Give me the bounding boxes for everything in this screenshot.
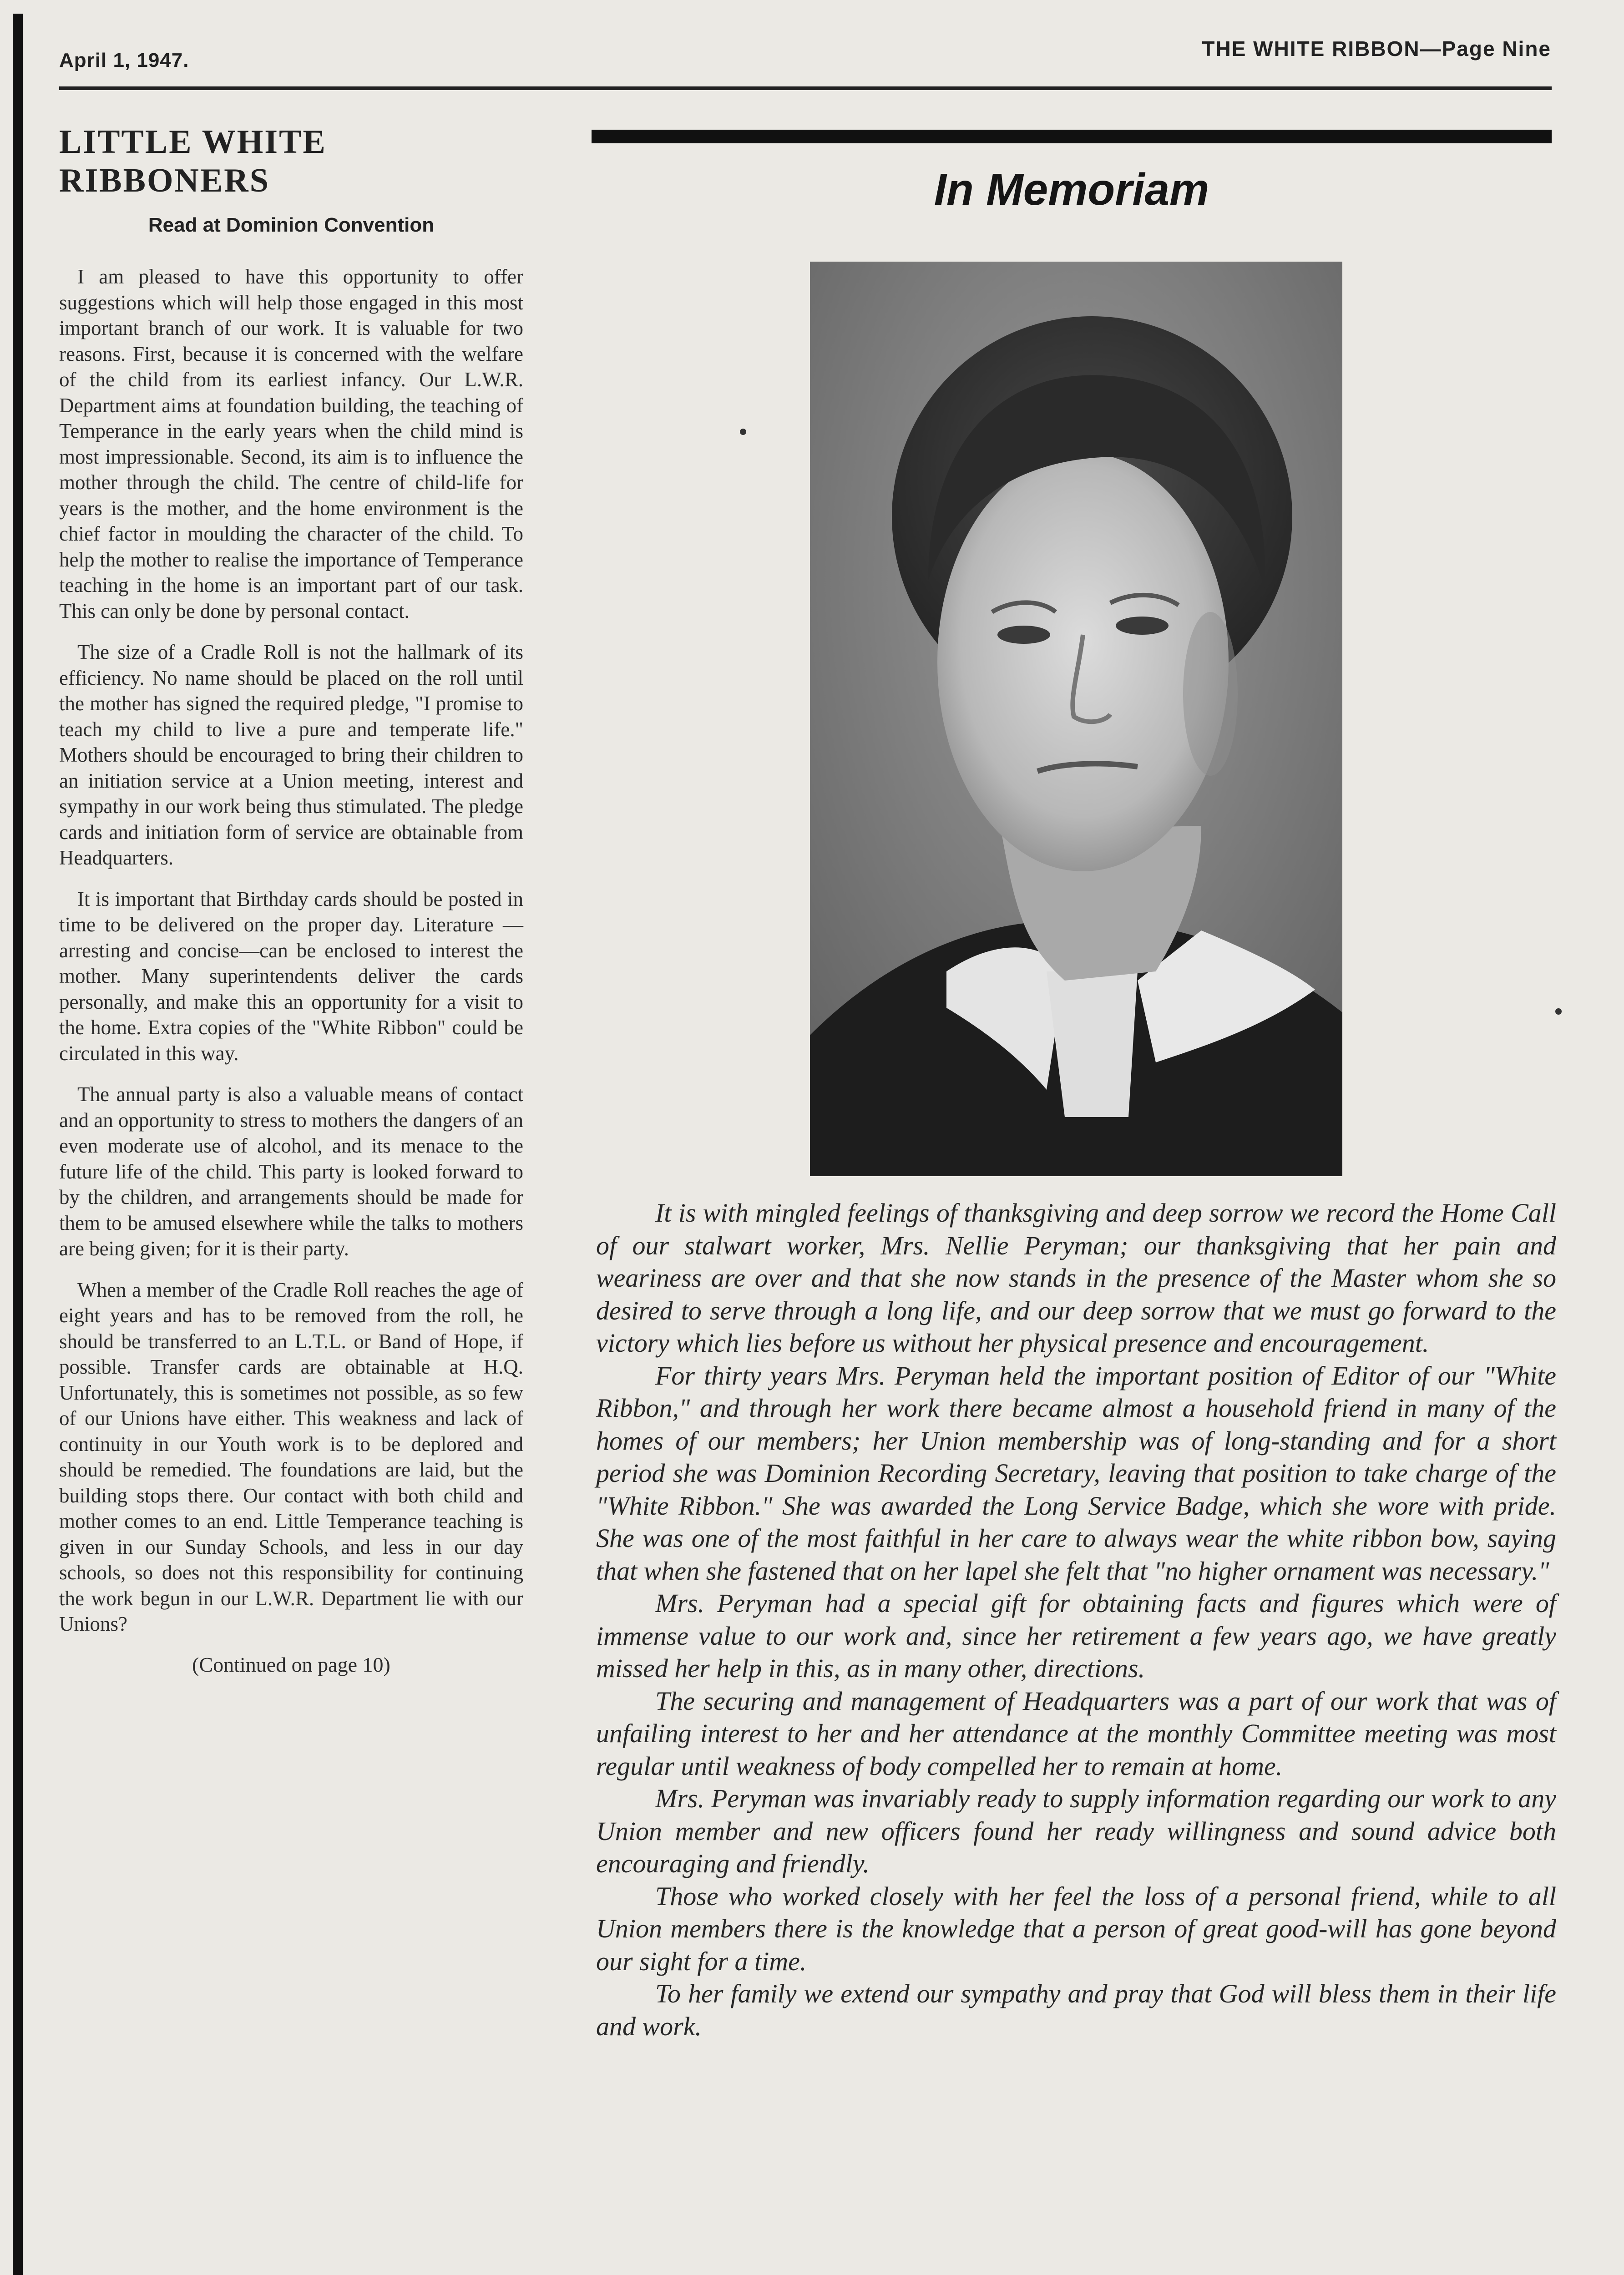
print-speck [1555,1008,1562,1015]
memoriam-paragraph: Mrs. Peryman had a special gift for obtaining facts and figures which were of immense value to our work and, since her retirement a few years ago, we have greatly missed her help in this, as in many other, directions. [596,1588,1556,1683]
article-paragraph: It is important that Birthday cards should be posted in time to be delivered on the proper day. Literature —arresting and concise—can be enclosed to interest the mother. Many superintendents deliver the cards personally, and make this an opportunity for a visit to the home. Extra copies of the "White Ribbon" could be circulated in this way. [59,887,523,1065]
memoriam-title: In Memoriam [934,164,1209,214]
portrait-illustration [810,262,1342,1176]
binding-edge [13,14,23,2275]
article-subtitle: Read at Dominion Convention [148,214,435,236]
memoriam-paragraph: For thirty years Mrs. Peryman held the important position of Editor of our "White Ribbon," and through her work there became almost a household friend in many of the homes of our members; her Union membership was of long-standing and for a short period she was Dominion Recording Secretary, leaving that position to take charge of the "White Ribbon." She was awarded the Long Service Badge, which she wore with pride. She was one of the most faithful in her care to always wear the white ribbon bow, saying that when she fastened that on her lapel she felt that "no higher ornament was necessary." [596,1360,1556,1586]
memoriam-paragraph: The securing and management of Headquarters was a part of our work that was of unfailing interest to her and her attendance at the monthly Committee meeting was most regular until weakness of body compelled her to remain at home. [596,1686,1556,1781]
article-paragraph: I am pleased to have this opportunity to offer suggestions which will help those engaged in this most important branch of our work. It is valuable for two reasons. First, because it is concerned with the welfare of the child from its earliest infancy. Our L.W.R. Department aims at foundation building, the teaching of Temperance in the early years when the child mind is most impressionable. Second, its aim is to influence the mother through the child. The centre of child-life for years is the mother, and the home environment is the chief factor in moulding the character of the child. To help the mother to realise the importance of Temperance teaching in the home is an important part of our task. This can only be done by personal contact. [59,265,523,622]
memoriam-paragraph: Those who worked closely with her feel the loss of a personal friend, while to all Union members there is the knowledge that a person of great good-will has gone beyond our sight for a time. [596,1881,1556,1976]
continued-note: (Continued on page 10) [192,1653,390,1676]
little-white-ribboners-article [59,123,523,1677]
memoriam-text [596,1197,1556,2042]
memoriam-paragraph: It is with mingled feelings of thanksgiving and deep sorrow we record the Home Call of our stalwart worker, Mrs. Nellie Peryman; our thanksgiving that her pain and weariness are over and that she now stands in the presence of the Master whom she so desired to serve through a long life, and our deep sorrow that we must go forward to the victory which lies before us without her physical presence and encouragement. [596,1198,1556,1358]
article-paragraph: The annual party is also a valuable means of contact and an opportunity to stress to mothers the dangers of an even moderate use of alcohol, and its menace to the future life of the child. This party is looked forward to by the children, and arrangements should be made for them to be amused elsewhere while the talks to mothers are being given; for it is their party. [59,1083,523,1260]
publication-page-label: THE WHITE RIBBON—Page Nine [1202,37,1551,61]
article-paragraph: When a member of the Cradle Roll reaches the age of eight years and has to be removed from the roll, he should be transferred to an L.T.L. or Band of Hope, if possible. Transfer cards are obtainable at H.Q. Unfortunately, this is sometimes not possible, as so few of our Unions have either. This weakness and lack of continuity in our Youth work is to be deplored and should be remedied. The foundations are laid, but the building stops there. Our contact with both child and mother comes to an end. Little Temperance teaching is given in our Sunday Schools, and less in our day schools, so does not this responsibility for continuing the work begun in our L.W.R. Department lie with our Unions? [59,1278,523,1635]
memoriam-top-rule [592,130,1552,143]
issue-date: April 1, 1947. [59,49,189,71]
header-rule [59,86,1552,90]
memoriam-paragraph: To her family we extend our sympathy and pray that God will bless them in their life and work. [596,1979,1556,2041]
article-paragraph: The size of a Cradle Roll is not the hallmark of its efficiency. No name should be placed on the roll until the mother has signed the required pledge, "I promise to teach my child to live a pure and temperate life." Mothers should be encouraged to bring their children to an initiation service at a Union meeting, interest and sympathy in our work being thus stimulated. The pledge cards and initiation form of service are obtainable from Headquarters. [59,641,523,869]
print-speck [740,429,746,435]
memoriam-paragraph: Mrs. Peryman was invariably ready to supply information regarding our work to any Union member and new officers found her ready willingness and sound advice both encouraging and friendly. [596,1784,1556,1878]
article-title: LITTLE WHITE RIBBONERS [59,123,327,199]
portrait-photo [810,262,1342,1176]
